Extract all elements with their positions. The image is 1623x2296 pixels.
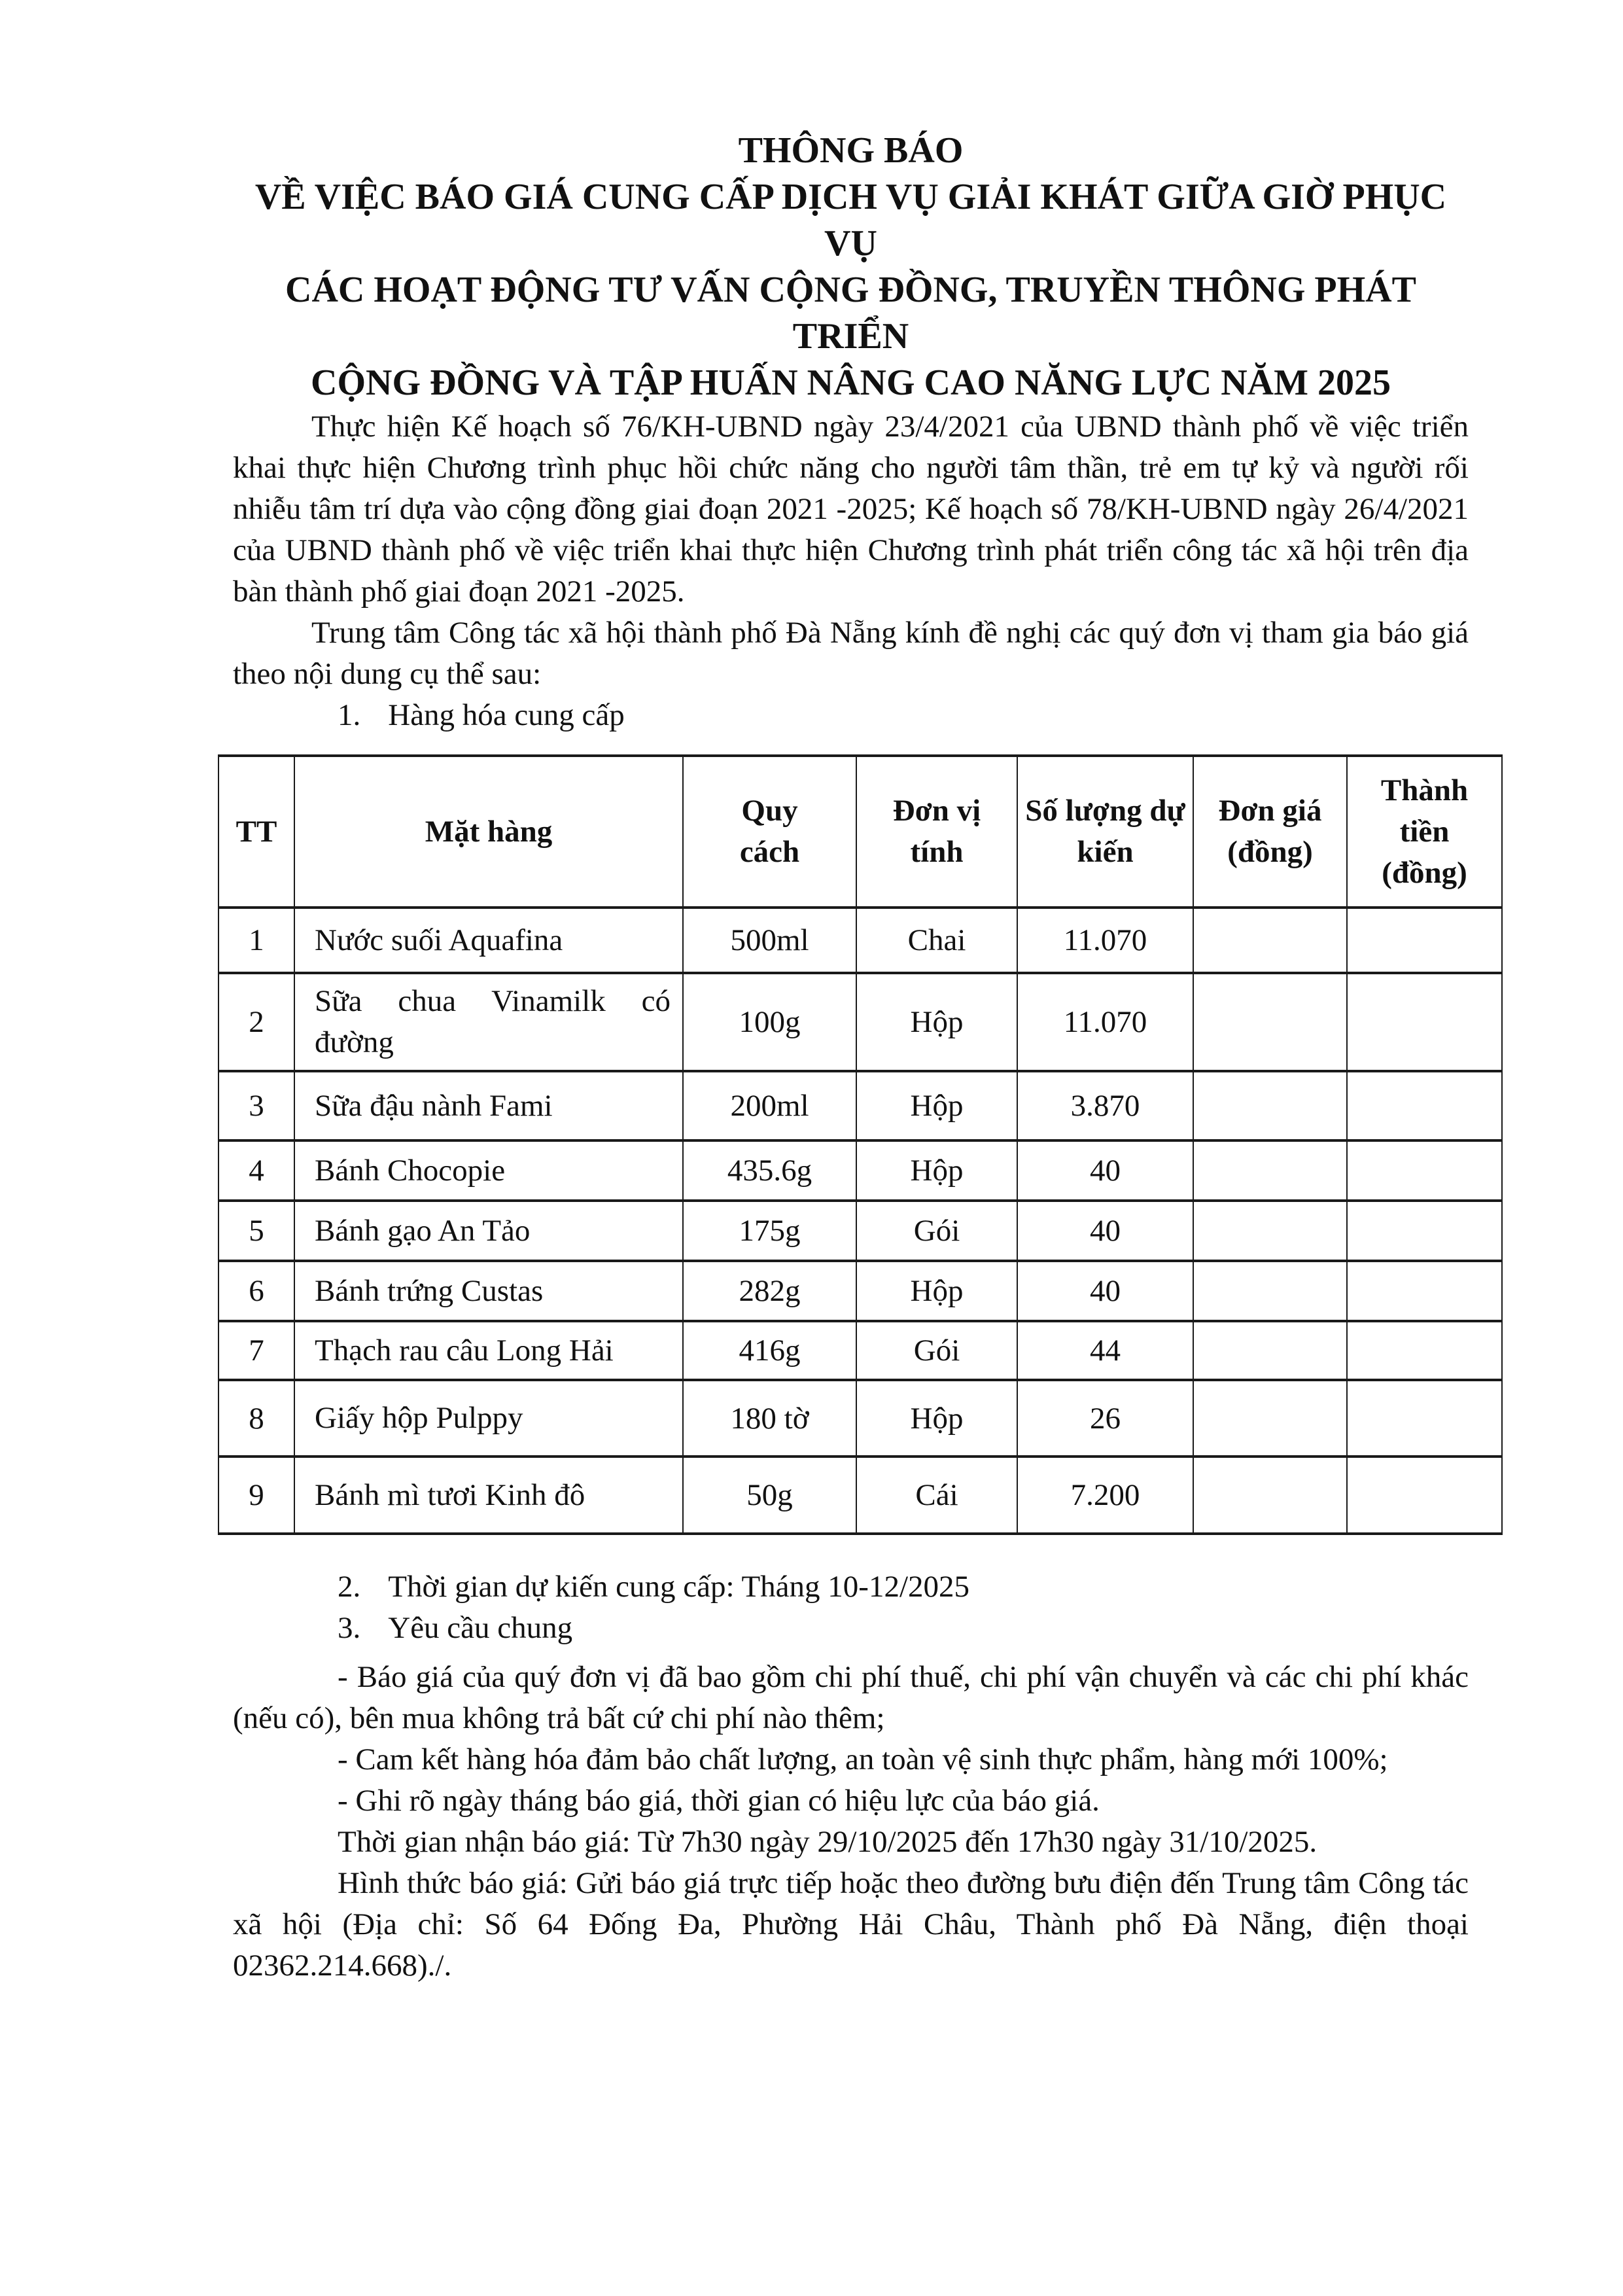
cell-qty: 40 (1017, 1140, 1193, 1201)
cell-spec: 200ml (683, 1071, 856, 1140)
cell-total (1347, 1261, 1502, 1321)
cell-unit: Hộp (856, 973, 1017, 1071)
cell-unit: Hộp (856, 1380, 1017, 1457)
cell-price (1193, 1380, 1347, 1457)
item-label: Yêu cầu chung (388, 1611, 573, 1645)
item-number: 3. (338, 1611, 361, 1645)
cell-price (1193, 908, 1347, 973)
cell-total (1347, 1380, 1502, 1457)
cell-price (1193, 1071, 1347, 1140)
column-header-price: Đơn giá (đồng) (1193, 756, 1347, 908)
cell-spec: 282g (683, 1261, 856, 1321)
cell-unit: Cái (856, 1457, 1017, 1534)
cell-total (1347, 908, 1502, 973)
cell-qty: 3.870 (1017, 1071, 1193, 1140)
cell-item: Nước suối Aquafina (294, 908, 683, 973)
cell-item: Giấy hộp Pulppy (294, 1380, 683, 1457)
cell-spec: 100g (683, 973, 856, 1071)
table-header-row (218, 756, 1502, 908)
cell-tt: 2 (218, 973, 294, 1071)
table-row (218, 1457, 1502, 1534)
cell-tt: 6 (218, 1261, 294, 1321)
column-header-qty: Số lượng dự kiến (1017, 756, 1193, 908)
cell-total (1347, 1321, 1502, 1380)
cell-price (1193, 973, 1347, 1071)
cell-tt: 9 (218, 1457, 294, 1534)
column-header-tt: TT (218, 756, 294, 908)
cell-qty: 40 (1017, 1261, 1193, 1321)
doc-subtitle-line-2: CÁC HOẠT ĐỘNG TƯ VẤN CỘNG ĐỒNG, TRUYỀN THÔNG PHÁT TRIỂN (285, 270, 1416, 357)
title-block (233, 128, 1469, 406)
table-row (218, 908, 1502, 973)
cell-total (1347, 1140, 1502, 1201)
cell-unit: Gói (856, 1201, 1017, 1261)
column-header-unit: Đơn vị tính (856, 756, 1017, 908)
section-item-requirements (233, 1608, 1469, 1649)
cell-total (1347, 1201, 1502, 1261)
doc-subtitle-line-3: CỘNG ĐỒNG VÀ TẬP HUẤN NÂNG CAO NĂNG LỰC NĂM 2025 (311, 362, 1391, 403)
cell-qty: 11.070 (1017, 973, 1193, 1071)
table-row (218, 1071, 1502, 1140)
item-label: Thời gian dự kiến cung cấp: Tháng 10-12/2025 (388, 1570, 970, 1604)
section-item-time (233, 1566, 1469, 1608)
cell-qty: 44 (1017, 1321, 1193, 1380)
doc-title: THÔNG BÁO (738, 130, 964, 171)
cell-unit: Hộp (856, 1071, 1017, 1140)
cell-tt: 8 (218, 1380, 294, 1457)
cell-tt: 4 (218, 1140, 294, 1201)
intro-paragraph-1: Thực hiện Kế hoạch số 76/KH-UBND ngày 23/4/2021 của UBND thành phố về việc triển khai thực hiện Chương trình phục hồi chức năng cho người tâm thần, trẻ em tự kỷ và người rối nhiễu tâm trí dựa vào cộng đồng giai đoạn 2021 -2025; Kế hoạch số 78/KH-UBND ngày 26/4/2021 của UBND thành phố về việc triển khai thực hiện Chương trình phát triển công tác xã hội trên địa bàn thành phố giai đoạn 2021 -2025. (233, 410, 1469, 609)
cell-total (1347, 973, 1502, 1071)
cell-qty: 11.070 (1017, 908, 1193, 973)
cell-item: Bánh trứng Custas (294, 1261, 683, 1321)
doc-subtitle-line-1: VỀ VIỆC BÁO GIÁ CUNG CẤP DỊCH VỤ GIẢI KHÁT GIỮA GIỜ PHỤC VỤ (254, 177, 1447, 264)
cell-total (1347, 1457, 1502, 1534)
column-header-item: Mặt hàng (294, 756, 683, 908)
cell-tt: 1 (218, 908, 294, 973)
table-row (218, 1140, 1502, 1201)
cell-unit: Chai (856, 908, 1017, 973)
cell-item: Sữa chua Vinamilk có đường (294, 973, 683, 1071)
delivery-method-paragraph: Hình thức báo giá: Gửi báo giá trực tiếp hoặc theo đường bưu điện đến Trung tâm Công tác xã hội (Địa chỉ: Số 64 Đống Đa, Phường Hải Châu, Thành phố Đà Nẵng, điện thoại 02362.214.668)./. (233, 1866, 1469, 1983)
cell-spec: 435.6g (683, 1140, 856, 1201)
table-row (218, 1201, 1502, 1261)
requirement-bullet-1: - Báo giá của quý đơn vị đã bao gồm chi phí thuế, chi phí vận chuyển và các chi phí khác (nếu có), bên mua không trả bất cứ chi phí nào thêm; (233, 1660, 1469, 1735)
cell-item: Bánh Chocopie (294, 1140, 683, 1201)
cell-price (1193, 1140, 1347, 1201)
cell-unit: Hộp (856, 1261, 1017, 1321)
item-number: 2. (338, 1570, 361, 1604)
column-header-spec: Quy cách (683, 756, 856, 908)
deadline-paragraph: Thời gian nhận báo giá: Từ 7h30 ngày 29/10/2025 đến 17h30 ngày 31/10/2025. (338, 1825, 1318, 1859)
cell-price (1193, 1201, 1347, 1261)
cell-unit: Hộp (856, 1140, 1017, 1201)
cell-spec: 416g (683, 1321, 856, 1380)
cell-tt: 5 (218, 1201, 294, 1261)
cell-qty: 40 (1017, 1201, 1193, 1261)
goods-table (218, 754, 1503, 1535)
table-row (218, 973, 1502, 1071)
cell-item: Bánh mì tươi Kinh đô (294, 1457, 683, 1534)
cell-price (1193, 1261, 1347, 1321)
cell-tt: 7 (218, 1321, 294, 1380)
cell-spec: 500ml (683, 908, 856, 973)
item-number: 1. (338, 698, 361, 732)
cell-total (1347, 1071, 1502, 1140)
requirement-bullet-2: - Cam kết hàng hóa đảm bảo chất lượng, an toàn vệ sinh thực phẩm, hàng mới 100%; (338, 1742, 1388, 1776)
column-header-total: Thành tiền (đồng) (1347, 756, 1502, 908)
cell-price (1193, 1457, 1347, 1534)
section-item-goods (233, 695, 1469, 736)
cell-spec: 175g (683, 1201, 856, 1261)
cell-item: Bánh gạo An Tảo (294, 1201, 683, 1261)
cell-item: Sữa đậu nành Fami (294, 1071, 683, 1140)
table-row (218, 1321, 1502, 1380)
requirement-bullet-3: - Ghi rõ ngày tháng báo giá, thời gian có hiệu lực của báo giá. (338, 1784, 1100, 1818)
cell-price (1193, 1321, 1347, 1380)
item-label: Hàng hóa cung cấp (388, 698, 625, 732)
cell-spec: 180 tờ (683, 1380, 856, 1457)
table-row (218, 1380, 1502, 1457)
table-row (218, 1261, 1502, 1321)
cell-tt: 3 (218, 1071, 294, 1140)
cell-item: Thạch rau câu Long Hải (294, 1321, 683, 1380)
cell-unit: Gói (856, 1321, 1017, 1380)
intro-paragraph-2: Trung tâm Công tác xã hội thành phố Đà Nẵng kính đề nghị các quý đơn vị tham gia báo giá theo nội dung cụ thể sau: (233, 616, 1469, 691)
cell-spec: 50g (683, 1457, 856, 1534)
cell-qty: 7.200 (1017, 1457, 1193, 1534)
cell-qty: 26 (1017, 1380, 1193, 1457)
